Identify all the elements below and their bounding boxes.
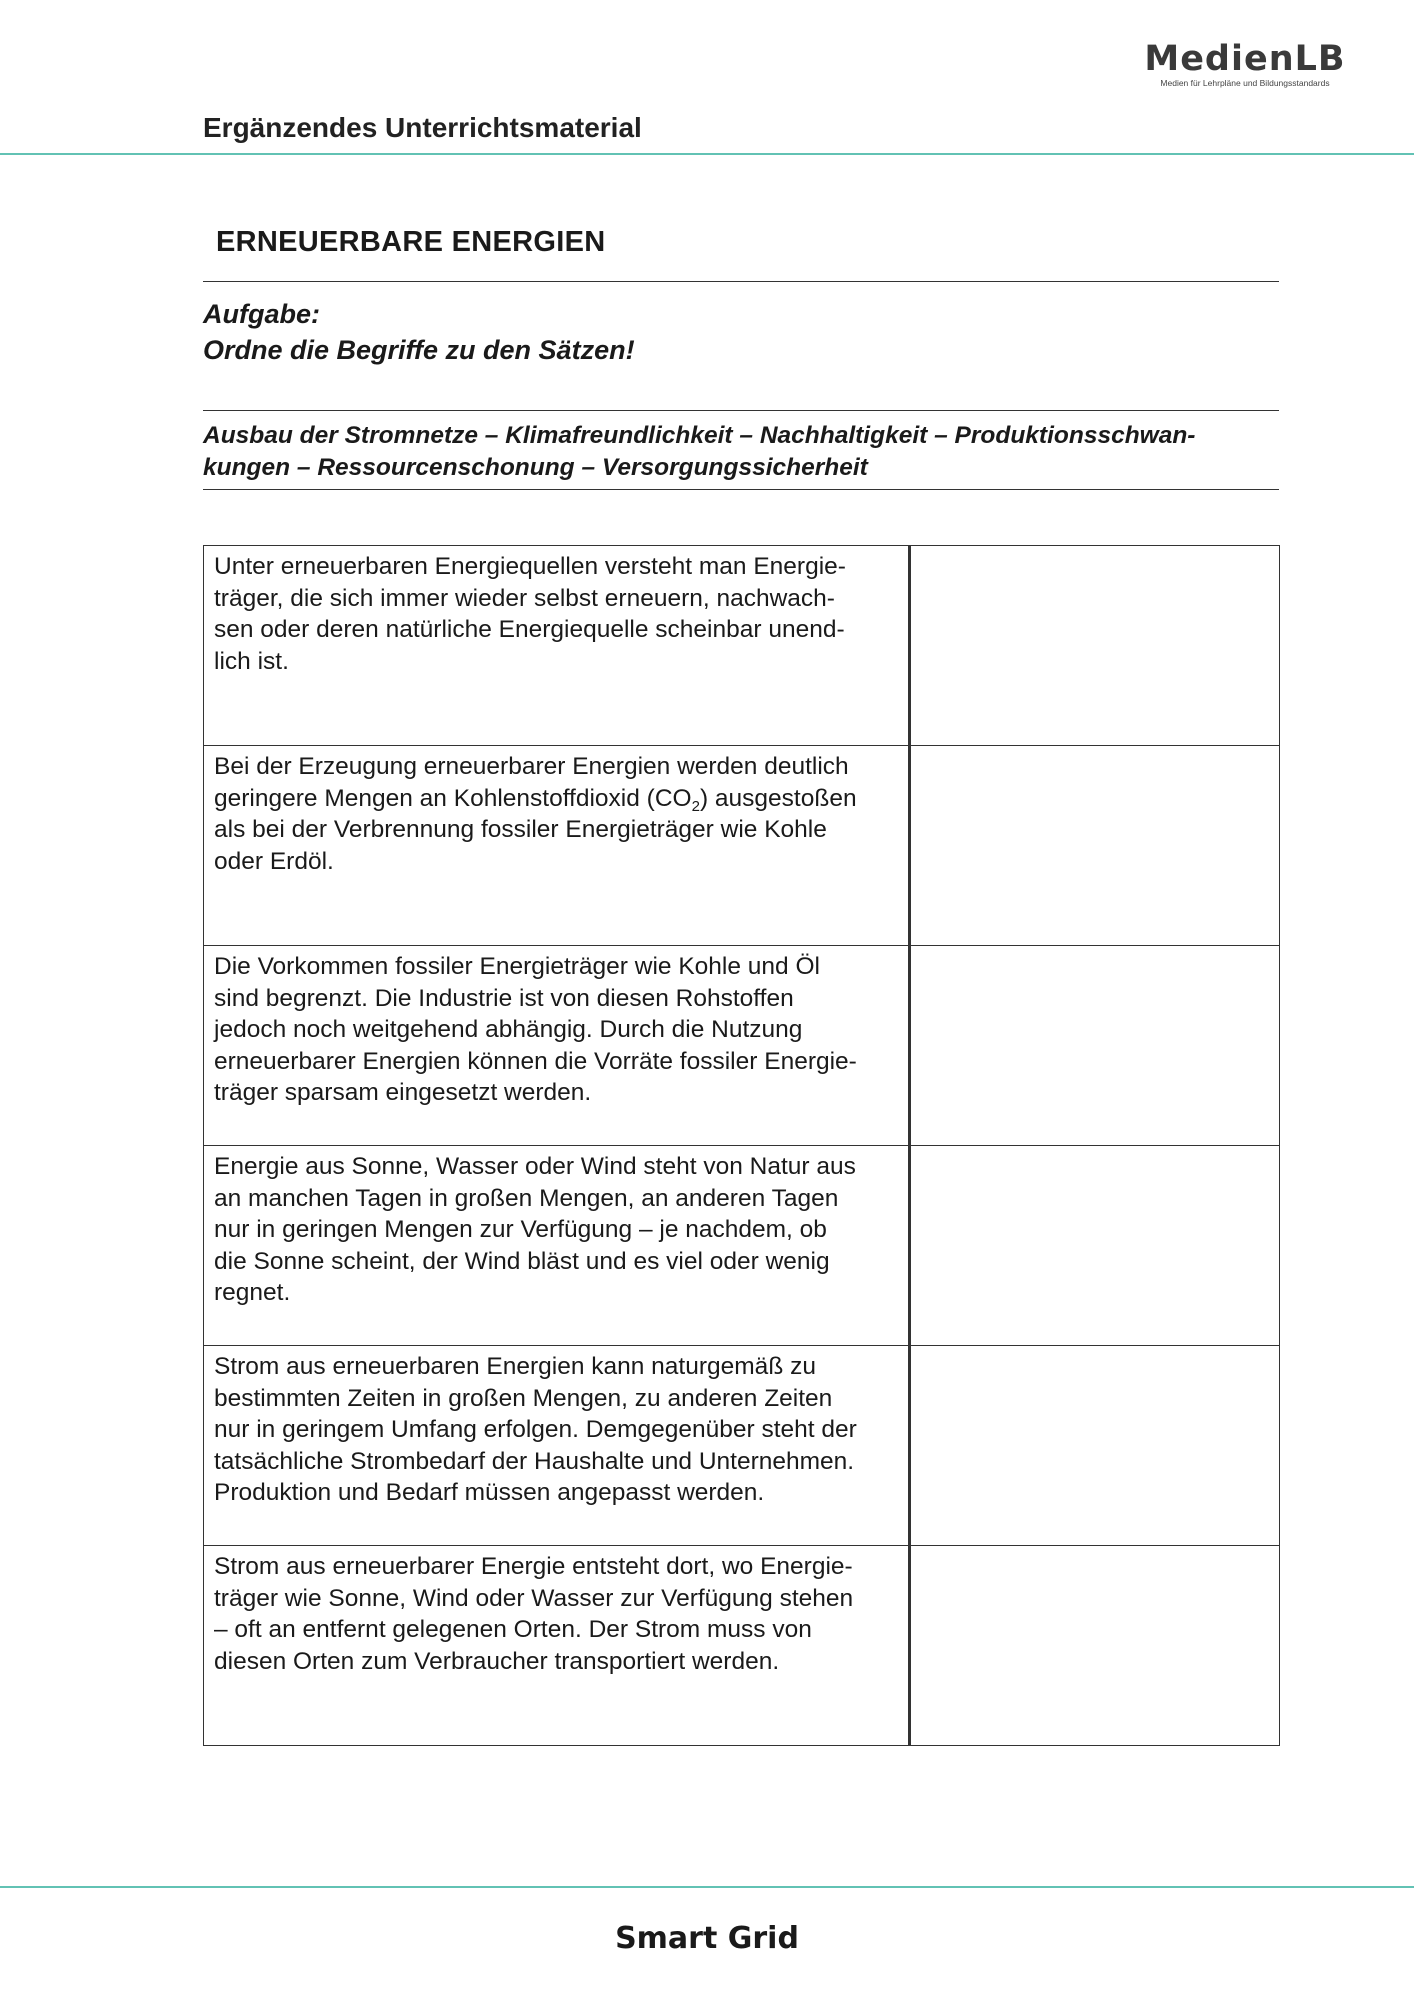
terms-bottom-divider (203, 489, 1279, 490)
sentence-line: Produktion und Bedarf müssen angepasst werden. (214, 1479, 765, 1506)
sentence-cell (204, 746, 910, 946)
sentence-line: Unter erneuerbaren Energiequellen versteht man Energie- (214, 553, 846, 580)
sentence-line: träger, die sich immer wieder selbst erneuern, nachwach- (214, 584, 835, 612)
sentence-line: diesen Orten zum Verbraucher transportiert werden. (214, 1647, 780, 1675)
sentence-fragment: ) ausgestoßen (699, 784, 857, 812)
table-row (204, 946, 1280, 1146)
task-label: Aufgabe: (203, 299, 320, 329)
medienlb-logo (1140, 40, 1350, 88)
table-row (204, 1346, 1280, 1546)
sentence-line: – oft an entfernt gelegenen Orten. Der Strom muss von (214, 1616, 812, 1643)
co2-subscript: 2 (691, 797, 700, 815)
sentence-line: träger sparsam eingesetzt werden. (214, 1079, 592, 1106)
sentence-line: die Sonne scheint, der Wind bläst und es viel oder wenig (214, 1247, 830, 1275)
sentence-line: Bei der Erzeugung erneuerbarer Energien werden deutlich (214, 753, 849, 780)
sentence-line: an manchen Tagen in großen Mengen, an anderen Tagen (214, 1184, 839, 1212)
sentence-line: erneuerbarer Energien können die Vorräte fossiler Energie- (214, 1047, 857, 1075)
terms-top-divider (203, 410, 1279, 411)
task-instructions (203, 296, 635, 368)
sentence-line: sen oder deren natürliche Energiequelle scheinbar unend- (214, 616, 845, 643)
sentence-line (214, 783, 898, 815)
answer-cell[interactable] (910, 1546, 1280, 1746)
sentence-cell (204, 1346, 910, 1546)
answer-cell[interactable] (910, 746, 1280, 946)
table-row (204, 746, 1280, 946)
header-title: Ergänzendes Unterrichtsmaterial (203, 112, 642, 143)
sentence-line: tatsächliche Strombedarf der Haushalte und Unternehmen. (214, 1447, 855, 1475)
term-list (203, 420, 1283, 484)
sentence-fragment: geringere Mengen an Kohlenstoffdioxid (CO (214, 784, 692, 812)
sentence-line: Energie aus Sonne, Wasser oder Wind steht von Natur aus (214, 1153, 856, 1180)
task-text: Ordne die Begriffe zu den Sätzen! (203, 335, 635, 365)
sentence-line: oder Erdöl. (214, 847, 334, 875)
logo-name: MedienLB (1144, 39, 1346, 79)
sentence-cell (204, 546, 910, 746)
table-row (204, 1546, 1280, 1746)
answer-cell[interactable] (910, 1146, 1280, 1346)
header-divider (0, 153, 1414, 155)
sentence-cell (204, 1546, 910, 1746)
logo-tagline: Medien für Lehrpläne und Bildungsstandards (1160, 78, 1330, 88)
sentence-line: nur in geringem Umfang erfolgen. Demgegenüber steht der (214, 1416, 857, 1443)
term-list-line-1: Ausbau der Stromnetze – Klimafreundlichkeit – Nachhaltigkeit – Produktionsschwan- (203, 422, 1196, 449)
sentence-line: Strom aus erneuerbaren Energien kann naturgemäß zu (214, 1353, 816, 1380)
answer-cell[interactable] (910, 546, 1280, 746)
sentence-cell (204, 1146, 910, 1346)
answer-cell[interactable] (910, 946, 1280, 1146)
sentence-line: bestimmten Zeiten in großen Mengen, zu anderen Zeiten (214, 1384, 833, 1412)
sentence-line: Strom aus erneuerbarer Energie entsteht dort, wo Energie- (214, 1553, 853, 1580)
sentence-line: als bei der Verbrennung fossiler Energieträger wie Kohle (214, 816, 827, 843)
sentence-line: Die Vorkommen fossiler Energieträger wie Kohle und Öl (214, 953, 820, 980)
footer-title: Smart Grid (615, 1921, 799, 1956)
document-title: ERNEUERBARE ENERGIEN (216, 226, 606, 258)
term-list-line-2: kungen – Ressourcenschonung – Versorgungssicherheit (203, 454, 868, 481)
sentence-cell (204, 946, 910, 1146)
table-row (204, 1146, 1280, 1346)
sentence-line: nur in geringen Mengen zur Verfügung – je nachdem, ob (214, 1216, 827, 1243)
sentence-line: träger wie Sonne, Wind oder Wasser zur Verfügung stehen (214, 1584, 854, 1612)
table-row (204, 546, 1280, 746)
answer-cell[interactable] (910, 1346, 1280, 1546)
matching-table (203, 545, 1280, 1746)
footer-divider (0, 1886, 1414, 1888)
sentence-line: regnet. (214, 1279, 291, 1306)
sentence-line: sind begrenzt. Die Industrie ist von diesen Rohstoffen (214, 984, 794, 1012)
title-divider (203, 281, 1279, 282)
sentence-line: lich ist. (214, 647, 289, 675)
sentence-line: jedoch noch weitgehend abhängig. Durch die Nutzung (214, 1016, 803, 1043)
